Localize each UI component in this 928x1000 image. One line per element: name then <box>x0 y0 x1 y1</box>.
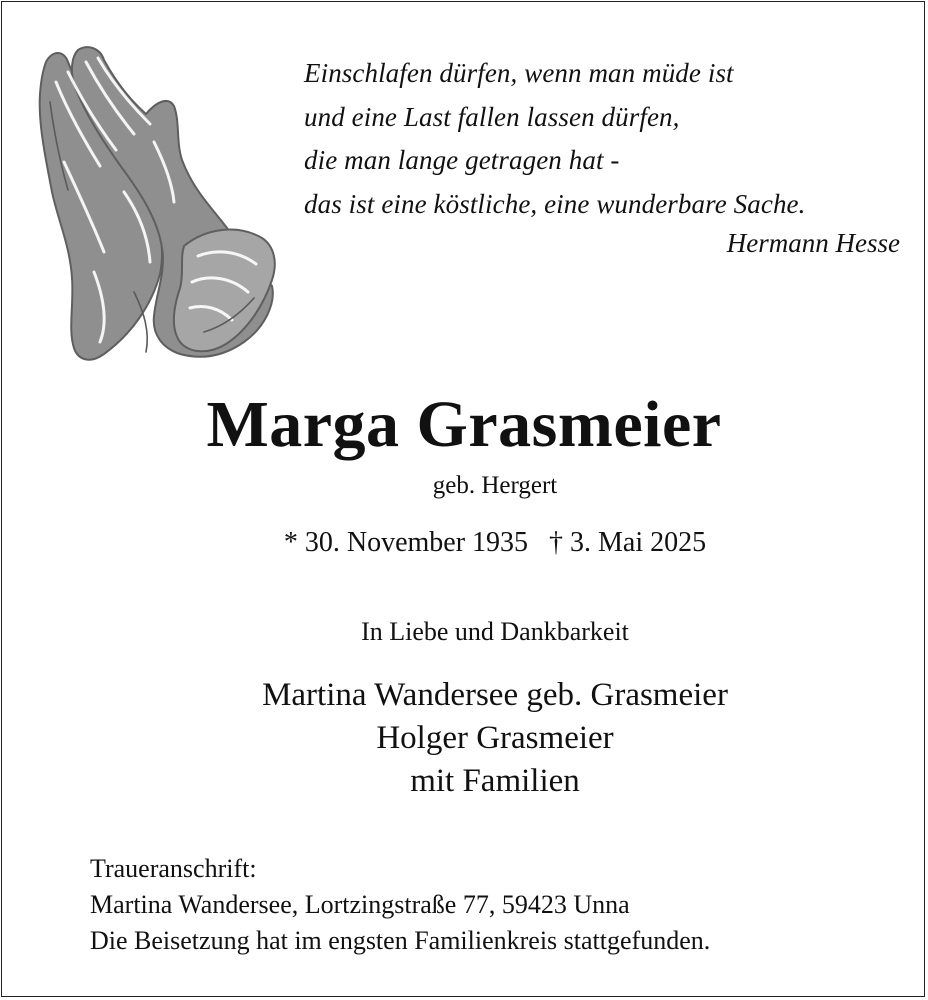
praying-hands-icon <box>34 42 280 372</box>
poem-line: die man lange getragen hat - <box>304 145 620 175</box>
birth-date: * 30. November 1935 <box>283 527 529 558</box>
deceased-name: Marga Grasmeier <box>206 388 722 461</box>
burial-note: Die Beisetzung hat im engsten Familienkreis stattgefunden. <box>90 926 711 955</box>
address-line: Martina Wandersee, Lortzingstraße 77, 59423 Unna <box>90 890 630 919</box>
mourners-list <box>0 674 928 803</box>
birth-name: geb. Hergert <box>432 472 558 499</box>
mourning-address <box>90 851 710 959</box>
mourner: mit Familien <box>410 763 580 799</box>
poem-author: Hermann Hesse <box>726 228 900 258</box>
poem-line: Einschlafen dürfen, wenn man müde ist <box>304 58 734 88</box>
poem-line: das ist eine köstliche, eine wunderbare Sache. <box>304 188 806 219</box>
death-date: † 3. Mai 2025 <box>549 527 707 558</box>
poem <box>304 52 904 226</box>
life-dates <box>0 527 928 559</box>
poem-line: und eine Last fallen lassen dürfen, <box>304 101 680 132</box>
mourner: Martina Wandersee geb. Grasmeier <box>262 677 728 713</box>
address-heading: Traueranschrift: <box>90 854 257 883</box>
mourner: Holger Grasmeier <box>376 720 614 756</box>
dedication: In Liebe und Dankbarkeit <box>361 617 629 646</box>
